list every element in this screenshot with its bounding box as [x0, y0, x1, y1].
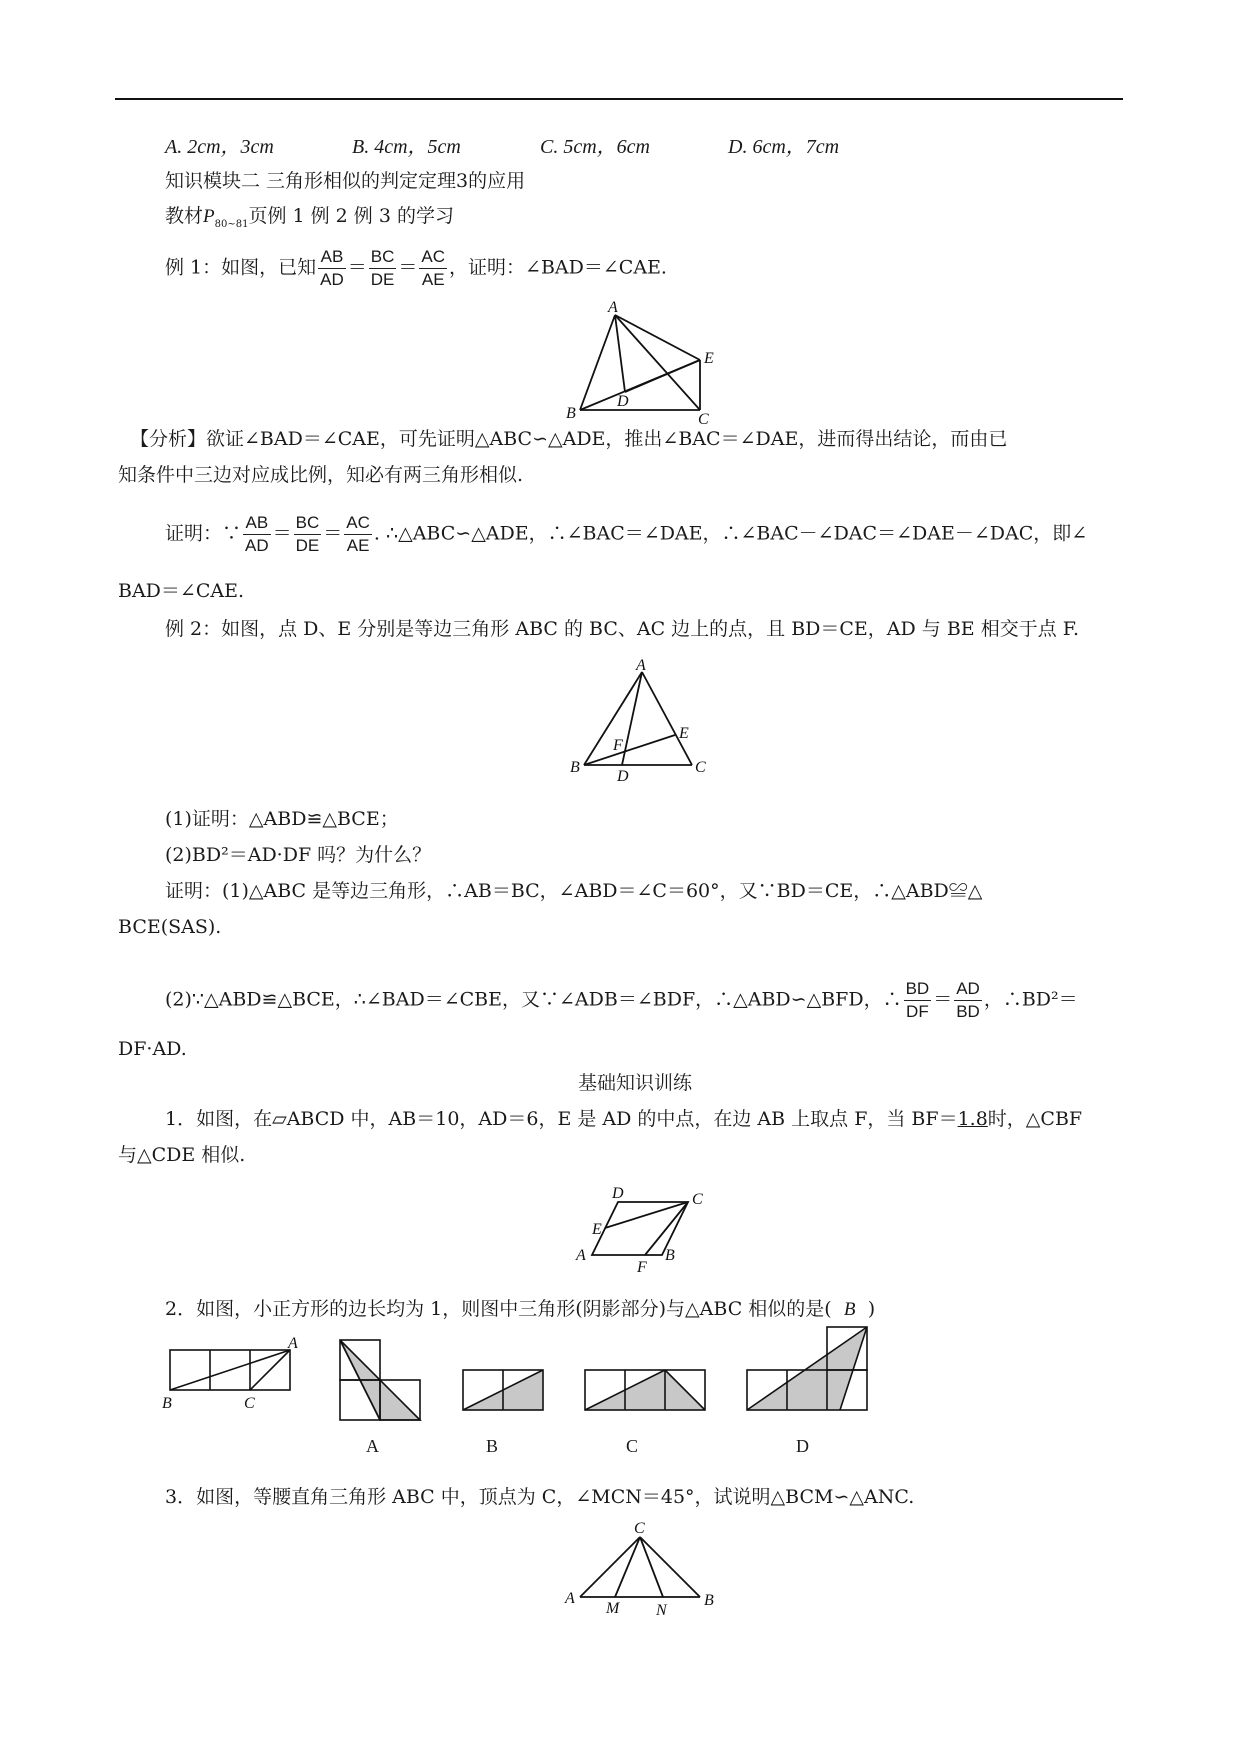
- fraction: [294, 512, 322, 557]
- figure-q3: [560, 1520, 720, 1619]
- denominator: AE: [346, 536, 370, 555]
- q2-line: [165, 1296, 875, 1323]
- figure-example2: [570, 657, 720, 785]
- module-title: 知识模块二 三角形相似的判定定理3的应用: [165, 170, 526, 192]
- label-B: B: [665, 1247, 675, 1264]
- label-E: E: [592, 1221, 602, 1238]
- caption-b: B: [486, 1436, 499, 1456]
- proof1-suffix: . ∴△ABC∽△ADE，∴∠BAC＝∠DAE，∴∠BAC－∠DAC＝∠DAE－∠DAC，即∠: [373, 522, 1088, 545]
- label-A: A: [565, 1590, 575, 1607]
- label-F: F: [613, 737, 623, 754]
- q2-answer: B: [843, 1299, 856, 1320]
- ex2-proof1-line2: BCE(SAS).: [118, 916, 222, 938]
- label-B: B: [162, 1395, 172, 1412]
- ex2-proof1-line1: 证明：(1)△ABC 是等边三角形，∴AB＝BC，∠ABD＝∠C＝60°，又∵BD＝CE，∴△ABD≌△: [165, 880, 983, 902]
- ex1-prefix: 例 1：如图，已知: [165, 256, 317, 279]
- fraction: [419, 246, 447, 291]
- label-E: E: [704, 350, 714, 367]
- caption-c: C: [626, 1436, 639, 1456]
- label-E: E: [679, 725, 689, 742]
- caption-a: A: [366, 1436, 379, 1456]
- section-title: 基础知识训练: [578, 1072, 693, 1094]
- example1-statement: 例 1：如图，已知 $\frac{AB}{AD}$ ＝ $\frac{BC}{DE}$ ＝ $\frac{AC}{AE}$ ，证明：∠BAD＝∠CAE.: [165, 247, 667, 289]
- denominator: DF: [906, 1002, 929, 1021]
- option-b: B. 4cm，5cm: [352, 136, 461, 158]
- numerator: AC: [344, 512, 372, 535]
- label-N: N: [656, 1602, 667, 1619]
- option-d: D. 6cm，7cm: [728, 136, 840, 158]
- label-M: M: [606, 1600, 620, 1617]
- textbook-page-range: 80~81: [214, 218, 249, 230]
- label-F: F: [637, 1259, 647, 1276]
- label-A: A: [288, 1335, 298, 1352]
- analysis-line2: 知条件中三边对应成比例，知必有两三角形相似.: [118, 464, 524, 486]
- label-D: D: [617, 393, 629, 410]
- label-C: C: [634, 1520, 645, 1537]
- textbook-suffix: 页例 1 例 2 例 3 的学习: [248, 205, 454, 227]
- label-B: B: [566, 405, 576, 422]
- ex2-proof2-part2: ，∴BD²＝: [983, 988, 1078, 1011]
- figure-q2-option-b: [458, 1365, 548, 1415]
- figure-q2-option-a: [335, 1335, 425, 1430]
- label-A: A: [636, 657, 646, 674]
- caption-d: D: [796, 1436, 809, 1456]
- denominator: BD: [956, 1002, 980, 1021]
- denominator: AD: [320, 270, 344, 289]
- ex2-proof2-part1: (2)∵△ABD≌△BCE，∴∠BAD＝∠CBE，又∵∠ADB＝∠BDF，∴△ABD∽△BFD，∴: [165, 988, 902, 1011]
- label-D: D: [617, 768, 629, 785]
- option-c: C. 5cm，6cm: [540, 136, 650, 158]
- fraction: [344, 512, 372, 557]
- ex2-question2: (2)BD²＝AD·DF 吗？为什么？: [165, 844, 432, 866]
- figure-q2-option-c: [580, 1365, 710, 1415]
- shaded-triangle: [585, 1370, 705, 1410]
- ex2-proof2-line2: DF·AD.: [118, 1038, 187, 1060]
- numerator: AD: [954, 978, 982, 1001]
- q1-text: 1．如图，在▱ABCD 中，AB＝10，AD＝6，E 是 AD 的中点，在边 AB 上取点 F，当 BF＝: [165, 1108, 958, 1130]
- q3-text: 3．如图，等腰直角三角形 ABC 中，顶点为 C，∠MCN＝45°，试说明△BCM∽△ANC.: [165, 1486, 915, 1508]
- label-A: A: [608, 299, 618, 316]
- header-rule: [115, 98, 1123, 100]
- example2-statement: 例 2：如图，点 D、E 分别是等边三角形 ABC 的 BC、AC 边上的点，且 BD＝CE，AD 与 BE 相交于点 F.: [165, 618, 1080, 640]
- q1-line1: [165, 1106, 1082, 1132]
- label-C: C: [692, 1191, 703, 1208]
- option-a: A. 2cm，3cm: [165, 136, 274, 158]
- textbook-page-letter: P: [203, 206, 215, 227]
- figure-example1: [560, 299, 730, 428]
- proof1-prefix: 证明：∵: [165, 522, 242, 545]
- q1-line2: 与△CDE 相似.: [118, 1144, 246, 1166]
- ex1-suffix: ，证明：∠BAD＝∠CAE.: [449, 256, 667, 279]
- numerator: BC: [369, 246, 397, 269]
- q1-answer: 1.8: [957, 1108, 988, 1130]
- denominator: AE: [421, 270, 445, 289]
- fraction: [904, 978, 932, 1023]
- label-C: C: [698, 411, 709, 428]
- numerator: BD: [904, 978, 932, 1001]
- figure-q2-abc: [160, 1335, 300, 1420]
- proof1-line2: BAD＝∠CAE.: [118, 580, 245, 602]
- figure-q1-parallelogram: [570, 1185, 720, 1276]
- proof1-line1: 证明：∵ $\frac{AB}{AD}$ ＝ $\frac{BC}{DE}$ ＝ $\frac{AC}{AE}$ . ∴△ABC∽△ADE，∴∠BAC＝∠DAE，∴∠BAC－∠DAC＝∠DAE－∠DAC，即∠: [165, 513, 1088, 555]
- label-B: B: [570, 759, 580, 776]
- fraction: [318, 246, 346, 291]
- ex2-proof2-line1: (2)∵△ABD≌△BCE，∴∠BAD＝∠CBE，又∵∠ADB＝∠BDF，∴△ABD∽△BFD，∴ $\frac{BD}{DF}$ ＝ $\frac{AD}{BD}$ ，∴BD²＝: [165, 979, 1078, 1021]
- q2-text: 2．如图，小正方形的边长均为 1，则图中三角形(阴影部分)与△ABC 相似的是(: [165, 1298, 832, 1320]
- analysis-line1: 【分析】欲证∠BAD＝∠CAE，可先证明△ABC∽△ADE，推出∠BAC＝∠DAE，进而得出结论，而由已: [130, 428, 1008, 450]
- label-D: D: [612, 1185, 624, 1202]
- numerator: AB: [243, 512, 271, 535]
- label-C: C: [244, 1395, 255, 1412]
- numerator: AB: [318, 246, 346, 269]
- numerator: AC: [419, 246, 447, 269]
- label-B: B: [704, 1592, 714, 1609]
- numerator: BC: [294, 512, 322, 535]
- q2-close: ): [867, 1298, 876, 1320]
- q1-text-tail: 时，△CBF: [987, 1108, 1083, 1130]
- figure-q2-option-d: [742, 1322, 872, 1417]
- textbook-ref: [165, 203, 454, 238]
- fraction: [369, 246, 397, 291]
- label-A: A: [576, 1247, 586, 1264]
- fraction: [954, 978, 982, 1023]
- ex2-question1: (1)证明：△ABD≌△BCE；: [165, 808, 399, 830]
- label-C: C: [695, 759, 706, 776]
- denominator: DE: [295, 536, 320, 555]
- denominator: AD: [245, 536, 269, 555]
- textbook-prefix: 教材: [165, 205, 204, 227]
- fraction: [243, 512, 271, 557]
- denominator: DE: [370, 270, 395, 289]
